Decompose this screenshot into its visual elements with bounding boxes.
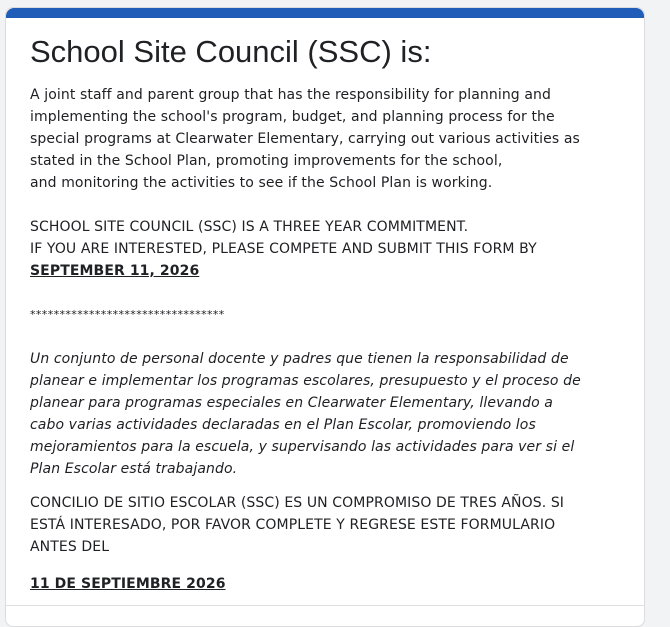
- separator-stars: *********************************: [30, 308, 225, 321]
- description-line: A joint staff and parent group that has the responsibility for planning and: [30, 87, 551, 103]
- section-divider: [6, 605, 644, 606]
- section-content: [30, 32, 626, 595]
- deadline-date-es: 11 DE SEPTIEMBRE 2026: [30, 576, 226, 592]
- description-line-es: Plan Escolar está trabajando.: [30, 461, 238, 477]
- section-title: School Site Council (SSC) is:: [30, 34, 432, 69]
- description-line-es: planear e implementar los programas escolares, presupuesto y el proceso de: [30, 373, 581, 389]
- commitment-line-es: CONCILIO DE SITIO ESCOLAR (SSC) ES UN COMPROMISO DE TRES AÑOS. SI: [30, 495, 565, 511]
- deadline-date-en: SEPTEMBER 11, 2026: [30, 263, 200, 279]
- commitment-line-es: ESTÁ INTERESADO, POR FAVOR COMPLETE Y REGRESE ESTE FORMULARIO: [30, 517, 556, 533]
- commitment-line: IF YOU ARE INTERESTED, PLEASE COMPETE AND SUBMIT THIS FORM BY: [30, 241, 537, 257]
- description-line: implementing the school's program, budget, and planning process for the: [30, 109, 555, 125]
- description-line: and monitoring the activities to see if the School Plan is working.: [30, 175, 493, 191]
- commitment-line: SCHOOL SITE COUNCIL (SSC) IS A THREE YEAR COMMITMENT.: [30, 219, 469, 235]
- description-line-es: planear para programas especiales en Clearwater Elementary, llevando a: [30, 395, 553, 411]
- english-commitment: [30, 216, 626, 282]
- card-accent-bar: [6, 8, 644, 18]
- description-line-es: mejoramientos para la escuela, y supervisando las actividades para ver si el: [30, 439, 575, 455]
- spanish-description: [30, 348, 626, 480]
- description-line-es: Un conjunto de personal docente y padres que tienen la responsabilidad de: [30, 351, 569, 367]
- form-section-card: [5, 7, 645, 627]
- english-description: [30, 84, 626, 194]
- commitment-line-es: ANTES DEL: [30, 539, 110, 555]
- description-line: special programs at Clearwater Elementary, carrying out various activities as: [30, 131, 580, 147]
- description-line: stated in the School Plan, promoting improvements for the school,: [30, 153, 503, 169]
- description-line-es: cabo varias actividades declaradas en el Plan Escolar, promoviendo los: [30, 417, 536, 433]
- spanish-commitment: [30, 492, 626, 558]
